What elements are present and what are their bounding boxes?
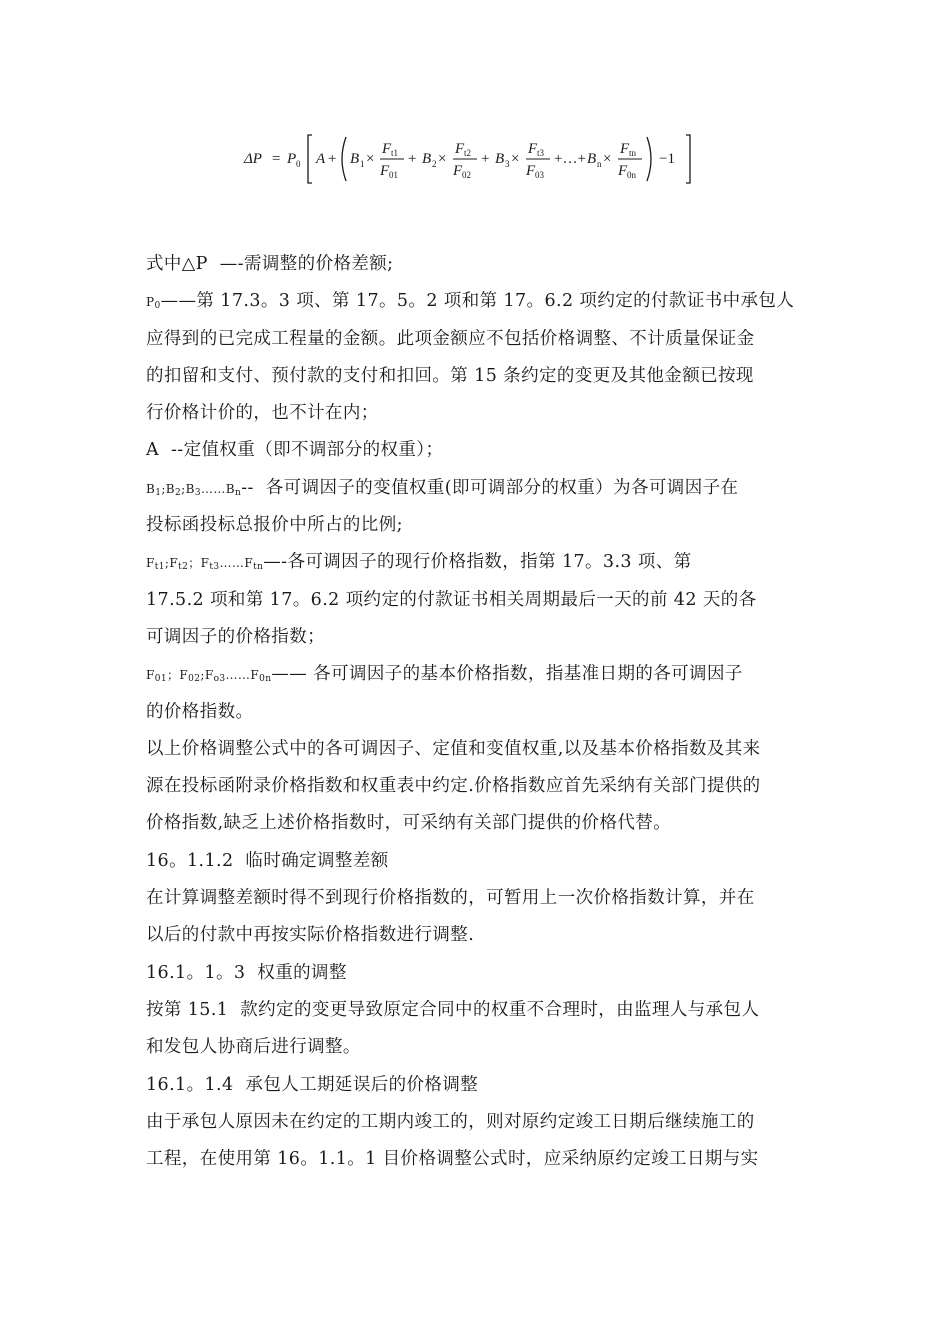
text-line <box>146 1067 811 1104</box>
text-segment: P <box>146 295 155 310</box>
text-segment: -- 各可调因子的变值权重(即可调部分的权重）为各可调因子在 <box>241 477 739 498</box>
text-segment: F <box>146 556 155 571</box>
text-segment: 以后的付款中再按实际价格指数进行调整. <box>146 925 475 946</box>
formula-p0-sub: 0 <box>296 159 301 169</box>
text-line <box>146 544 811 581</box>
term3-den: F <box>526 163 536 179</box>
term1-times: × <box>366 151 375 167</box>
text-segment: o3 <box>213 674 226 685</box>
termn-b-sub: n <box>597 159 602 169</box>
text-segment: 式中△P —-需调整的价格差额; <box>146 254 394 274</box>
termn-times: × <box>603 151 612 167</box>
formula-svg <box>242 127 712 189</box>
formula-plus: + <box>328 151 337 167</box>
formula-a: A <box>316 151 326 167</box>
text-segment: 可调因子的价格指数； <box>146 626 325 647</box>
text-line <box>146 731 811 768</box>
text-segment: 01 <box>154 674 167 685</box>
term3-num-sub: t3 <box>537 148 545 158</box>
text-segment: ;F <box>200 668 214 683</box>
text-segment: 和发包人协商后进行调整。 <box>146 1037 361 1058</box>
term2-plus: + <box>481 151 490 167</box>
text-line <box>146 805 811 842</box>
text-segment: 17.5.2 项和第 17。6.2 项约定的付款证书相关周期最后一天的前 42 天的各 <box>146 589 757 610</box>
text-line <box>146 992 811 1029</box>
price-adjustment-formula <box>242 127 712 189</box>
term3-b: B <box>495 151 505 167</box>
text-line <box>146 955 811 992</box>
text-segment: ……B <box>200 481 236 496</box>
termn-b: B <box>587 151 597 167</box>
term2-num-sub: t2 <box>464 148 472 158</box>
text-line <box>146 1141 811 1178</box>
formula-equals: = <box>272 151 281 167</box>
text-line <box>146 246 811 283</box>
text-segment: ;F <box>164 556 179 571</box>
text-segment: B <box>146 481 156 496</box>
term2-den: F <box>453 163 463 179</box>
text-line <box>146 880 811 917</box>
term1-den: F <box>380 163 390 179</box>
formula-minus-one: −1 <box>659 151 675 167</box>
text-segment: —-各可调因子的现行价格指数，指第 17。3.3 项、第 <box>263 552 692 573</box>
text-segment: n <box>235 487 242 498</box>
text-segment: 应得到的已完成工程量的金额。此项金额应不包括价格调整、不计质量保证金 <box>146 328 755 349</box>
text-segment: 由于承包人原因未在约定的工期内竣工的，则对原约定竣工日期后继续施工的 <box>146 1111 755 1132</box>
text-segment: ；F <box>188 556 210 571</box>
text-segment: 0 <box>154 301 161 312</box>
text-segment: 16.1。1。3 权重的调整 <box>146 962 347 983</box>
text-line <box>146 582 811 619</box>
text-line <box>146 1029 811 1066</box>
text-segment: 16。1.1.2 临时确定调整差额 <box>146 850 389 871</box>
term3-num: F <box>528 141 538 157</box>
term1-num: F <box>382 141 392 157</box>
text-segment: 在计算调整差额时得不到现行价格指数的，可暂用上一次价格指数计算，并在 <box>146 888 755 909</box>
text-segment: 16.1。1.4 承包人工期延误后的价格调整 <box>146 1074 479 1095</box>
termn-den: F <box>618 163 628 179</box>
text-line <box>146 507 811 544</box>
term1-plus: + <box>408 151 417 167</box>
text-segment: 以上价格调整公式中的各可调因子、定值和变值权重,以及基本价格指数及其来 <box>146 738 761 759</box>
text-line <box>146 358 811 395</box>
termn-num: F <box>620 141 630 157</box>
text-line <box>146 768 811 805</box>
text-line <box>146 283 811 320</box>
text-segment: ——第 17.3。3 项、第 17。5。2 项和第 17。6.2 项约定的付款证书中承包人 <box>160 291 795 312</box>
term1-num-sub: t1 <box>391 148 399 158</box>
text-segment: ;B <box>181 481 195 496</box>
right-paren <box>647 137 651 181</box>
text-segment: 的价格指数。 <box>146 701 254 722</box>
text-segment: ；F <box>167 668 189 683</box>
text-line <box>146 694 811 731</box>
text-segment: t3 <box>209 562 220 573</box>
text-segment: A --定值权重（即不调部分的权重）； <box>146 440 444 461</box>
term3-times: × <box>511 151 520 167</box>
text-segment: 行价格计价的，也不计在内； <box>146 403 379 424</box>
text-segment: 3 <box>194 487 201 498</box>
right-bracket <box>686 135 690 183</box>
text-segment: 价格指数,缺乏上述价格指数时，可采纳有关部门提供的价格代替。 <box>146 813 672 834</box>
term2-num: F <box>455 141 465 157</box>
text-segment: 投标函投标总报价中所占的比例; <box>146 515 403 536</box>
term1-den-sub: 01 <box>389 170 398 180</box>
text-segment: ;B <box>161 481 176 496</box>
text-segment: 源在投标函附录价格指数和权重表中约定.价格指数应首先采纳有关部门提供的 <box>146 776 761 797</box>
text-line <box>146 321 811 358</box>
text-segment: 0n <box>259 674 272 685</box>
document-body <box>146 246 811 1178</box>
termn-den-sub: 0n <box>627 170 636 180</box>
text-line <box>146 843 811 880</box>
text-segment: 1 <box>155 487 162 498</box>
text-segment: 工程，在使用第 16。1.1。1 目价格调整公式时，应采纳原约定竣工日期与实 <box>146 1149 759 1170</box>
text-segment: 的扣留和支付、预付款的支付和扣回。第 15 条约定的变更及其他金额已按现 <box>146 365 754 386</box>
text-line <box>146 432 811 469</box>
text-segment: ……F <box>225 668 260 683</box>
term2-b: B <box>422 151 432 167</box>
text-line <box>146 1104 811 1141</box>
text-line <box>146 656 811 693</box>
text-segment: t2 <box>178 562 189 573</box>
formula-lhs: ΔP <box>244 151 262 167</box>
text-segment: tn <box>253 562 264 573</box>
term1-b: B <box>350 151 360 167</box>
text-segment: 02 <box>188 674 201 685</box>
term2-den-sub: 02 <box>462 170 471 180</box>
text-line <box>146 470 811 507</box>
formula-p0: P <box>287 151 297 167</box>
formula-ellipsis: +…+ <box>554 151 586 167</box>
term3-den-sub: 03 <box>535 170 544 180</box>
text-segment: ……F <box>219 556 254 571</box>
term3-b-sub: 3 <box>505 159 510 169</box>
text-segment: F <box>146 668 155 683</box>
text-segment: 按第 15.1 款约定的变更导致原定合同中的权重不合理时，由监理人与承包人 <box>146 999 760 1020</box>
termn-num-sub: tn <box>629 148 637 158</box>
term2-times: × <box>438 151 447 167</box>
text-segment: 2 <box>175 487 182 498</box>
text-segment: t1 <box>154 562 165 573</box>
term1-b-sub: 1 <box>360 159 365 169</box>
text-segment: —— 各可调因子的基本价格指数，指基准日期的各可调因子 <box>271 664 743 685</box>
term2-b-sub: 2 <box>432 159 437 169</box>
text-line <box>146 917 811 954</box>
text-line <box>146 395 811 432</box>
left-bracket <box>308 135 312 183</box>
left-paren <box>342 137 346 181</box>
text-line <box>146 619 811 656</box>
